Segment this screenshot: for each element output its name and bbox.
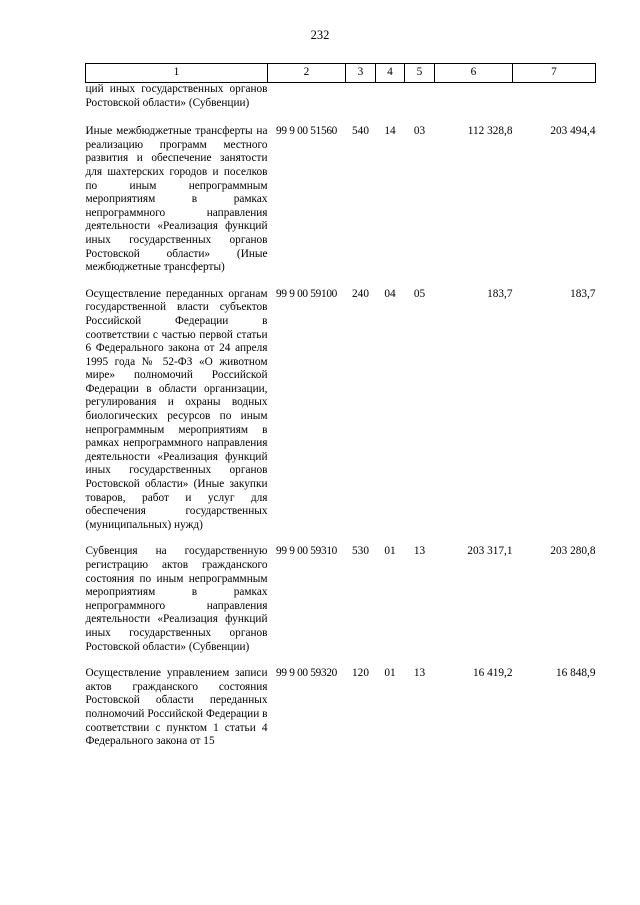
row-section [376,83,405,126]
column-header: 6 [435,64,513,83]
row-description: Иные межбюджетные трансферты на реализацию программ местного развития и обеспечение занятости для шахтерских городов и поселков по иным непрограммным мероприятиям в рамках непрограммного направления деятельности «Реализация функций иных государственных органов Ростовской области» (Иные межбюджетные трансферты) [85,125,268,274]
row-expense-type: 530 [352,545,369,558]
table-header-row [86,64,596,83]
row-amount-2: 203 494,4 [550,125,596,138]
row-subsection: 03 [413,125,426,138]
row-amount-1: 16 419,2 [472,667,513,680]
row-amount-1: 183,7 [487,287,513,300]
row-target-code: 99 9 00 59320 [275,667,338,680]
column-header: 2 [268,64,346,83]
budget-table [85,63,596,762]
column-header: 5 [405,64,435,83]
page-number: 232 [310,28,330,42]
row-target-code: 99 9 00 59100 [275,287,338,300]
row-section: 04 [384,287,396,300]
row-section: 14 [384,125,396,138]
row-expense-type: 540 [352,125,369,138]
table-row [86,545,596,667]
row-description: ций иных государственных органов Ростовской области» (Субвенции) [85,83,268,109]
row-expense-type: 240 [352,287,369,300]
row-amount-1: 112 328,8 [467,125,513,138]
row-amount-1 [435,83,513,126]
row-amount-2: 183,7 [570,287,596,300]
row-expense-type [346,83,376,126]
column-header: 4 [376,64,405,83]
row-subsection: 13 [413,667,426,680]
row-target-code [268,83,346,126]
row-subsection: 13 [413,545,426,558]
row-expense-type: 120 [352,667,369,680]
row-amount-2: 16 848,9 [555,667,596,680]
row-target-code: 99 9 00 51560 [275,125,338,138]
column-header: 7 [513,64,596,83]
table-row [86,288,596,546]
table-row [86,83,596,126]
row-description: Осуществление переданных органам государственной власти субъектов Российской Федерации в соответствии с частью первой статьи 6 Федерального закона от 24 апреля 1995 года № 52-ФЗ «О животном мире» полномочий Российской Федерации в области организации, регулирования и охраны водных биологических ресурсов по иным непрограммным мероприятиям в рамках непрограммного направления деятельности «Реализация функций иных государственных органов Ростовской области» (Иные закупки товаров, работ и услуг для обеспечения государственных (муниципальных) нужд) [85,287,268,531]
row-amount-2: 203 280,8 [550,545,596,558]
table-row [86,125,596,288]
row-subsection: 05 [413,287,426,300]
row-description: Субвенция на государственную регистрацию актов гражданского состояния по иным непрограммным мероприятиям в рамках непрограммного направления деятельности «Реализация функций иных государственных органов Ростовской области» (Субвенции) [85,545,268,653]
row-subsection [405,83,435,126]
table-row [86,667,596,762]
row-amount-1: 203 317,1 [467,545,513,558]
row-amount-2 [513,83,596,126]
row-section: 01 [384,545,396,558]
column-header: 1 [86,64,268,83]
row-target-code: 99 9 00 59310 [275,545,338,558]
column-header: 3 [346,64,376,83]
row-description: Осуществление управлением записи актов гражданского состояния Ростовской области переданных полномочий Российской Федерации в соответствии с пунктом 1 статьи 4 Федерального закона от 15 [85,667,268,748]
row-section: 01 [384,667,396,680]
